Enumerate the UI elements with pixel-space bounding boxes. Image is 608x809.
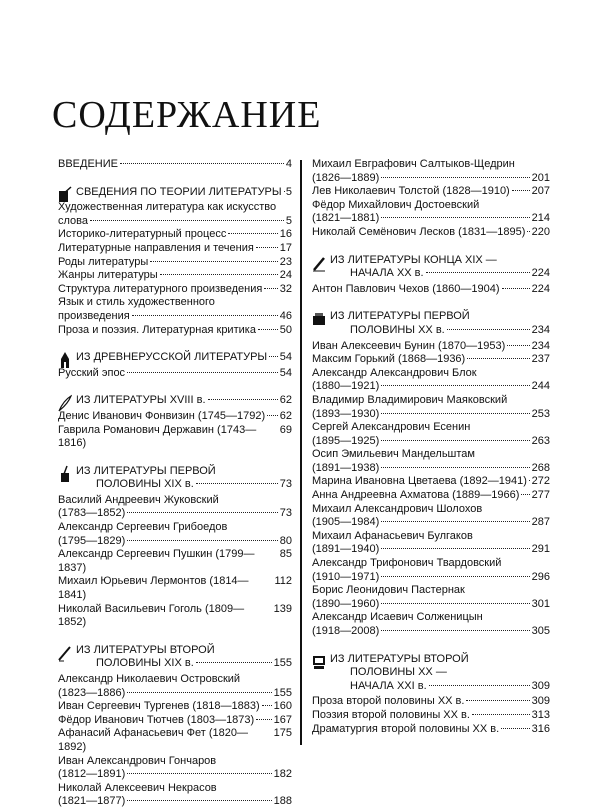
entry-title: Максим Горький (1868—1936) [312, 353, 465, 367]
page-number: 167 [274, 714, 292, 728]
toc-entry [58, 603, 292, 630]
toc-entry [312, 695, 550, 709]
entry-title: (1823—1886) [58, 687, 125, 701]
page-number: 175 [274, 727, 292, 741]
toc-entry [58, 755, 292, 782]
entry-title-line: Александр Николаевич Островский [58, 673, 292, 687]
entry-title-line: Фёдор Михайлович Достоевский [312, 199, 550, 213]
entry-title: СВЕДЕНИЯ ПО ТЕОРИИ ЛИТЕРАТУРЫ [76, 186, 282, 200]
page-number: 237 [532, 353, 550, 367]
section-heading [58, 465, 292, 492]
page-number: 234 [532, 324, 550, 338]
dot-leader [467, 358, 529, 359]
toc-entry [312, 283, 550, 297]
entry-title: Проза и поэзия. Литературная критика [58, 324, 256, 338]
dot-leader [512, 190, 530, 191]
entry-title-line: Михаил Александрович Шолохов [312, 503, 550, 517]
toc-entry [312, 709, 550, 723]
section-heading [58, 351, 292, 365]
page-number: 160 [274, 700, 292, 714]
toc-entry [312, 394, 550, 421]
entry-title: (1880—1921) [312, 380, 379, 394]
toc-entry [312, 503, 550, 530]
page-number: 214 [532, 212, 550, 226]
entry-title-line: Александр Исаевич Солженицын [312, 611, 550, 625]
toc-left-column [58, 158, 292, 809]
toc-entry [58, 158, 292, 172]
toc-entry [312, 557, 550, 584]
dot-leader [196, 662, 272, 663]
toc-entry [58, 727, 292, 754]
toc-entry [58, 269, 292, 283]
entry-title-line: ИЗ ЛИТЕРАТУРЫ ПЕРВОЙ [76, 465, 292, 479]
entry-title: (1918—2008) [312, 625, 379, 639]
toc-entry [58, 782, 292, 809]
toc-entry [312, 584, 550, 611]
toc-entry [312, 421, 550, 448]
page-number: 54 [280, 351, 292, 365]
entry-title: Иван Сергеевич Тургенев (1818—1883) [58, 700, 260, 714]
page-number: 277 [532, 489, 550, 503]
dot-leader [127, 512, 277, 513]
dot-leader [256, 719, 271, 720]
entry-title: Роды литературы [58, 256, 148, 270]
page-number: 301 [532, 598, 550, 612]
toc-entry [312, 489, 550, 503]
page-number: 50 [280, 324, 292, 338]
page-number: 16 [280, 228, 292, 242]
entry-title: Антон Павлович Чехов (1860—1904) [312, 283, 500, 297]
dot-leader [127, 773, 271, 774]
section-heading [58, 394, 292, 408]
page-number: 155 [274, 657, 292, 671]
entry-title: Фёдор Иванович Тютчев (1803—1873) [58, 714, 254, 728]
dot-leader [381, 217, 529, 218]
entry-title-line: Осип Эмильевич Мандельштам [312, 448, 550, 462]
dot-leader [150, 261, 277, 262]
entry-title-line: Михаил Афанасьевич Булгаков [312, 530, 550, 544]
spacer [312, 639, 550, 647]
dot-leader [196, 483, 278, 484]
toc-entry [312, 158, 550, 185]
entry-title-line: ИЗ ЛИТЕРАТУРЫ ПЕРВОЙ [330, 310, 550, 324]
dot-leader [127, 372, 278, 373]
page-number: 263 [532, 435, 550, 449]
page-number: 207 [532, 185, 550, 199]
entry-title-line: Василий Андреевич Жуковский [58, 494, 292, 508]
entry-title-line: Александр Александрович Блок [312, 367, 550, 381]
page-number: 4 [286, 158, 292, 172]
toc-entry [312, 226, 550, 240]
page-number: 73 [280, 478, 292, 492]
entry-title: Лев Николаевич Толстой (1828—1910) [312, 185, 510, 199]
entry-title: (1783—1852) [58, 507, 125, 521]
spacer [58, 380, 292, 388]
inkwell-icon [58, 465, 72, 483]
entry-title-line: Борис Леонидович Пастернак [312, 584, 550, 598]
fountain-pen-icon [312, 254, 326, 272]
dot-leader [502, 288, 530, 289]
page-number: 112 [274, 575, 292, 589]
entry-title: Николай Семёнович Лесков (1831—1895) [312, 226, 525, 240]
toc-entry [58, 548, 292, 575]
toc-entry [312, 448, 550, 475]
entry-title: Николай Васильевич Гоголь (1809—1852) [58, 603, 270, 630]
entry-title: (1826—1889) [312, 172, 379, 186]
page-number: 54 [280, 367, 292, 381]
entry-title: Александр Сергеевич Пушкин (1799—1837) [58, 548, 276, 575]
page-number: 201 [532, 172, 550, 186]
section-heading [312, 310, 550, 337]
dot-leader [501, 728, 529, 729]
dot-leader [132, 315, 278, 316]
page-number: 155 [274, 687, 292, 701]
toc-entry [58, 714, 292, 728]
toc-entry [58, 494, 292, 521]
entry-title: (1891—1940) [312, 543, 379, 557]
entry-title-line: Александр Сергеевич Грибоедов [58, 521, 292, 535]
entry-title: Проза второй половины XX в. [312, 695, 464, 709]
entry-title: Марина Ивановна Цветаева (1892—1941) [312, 475, 527, 489]
toc-entry [58, 242, 292, 256]
section-heading [312, 653, 550, 694]
page-number: 291 [532, 543, 550, 557]
dot-leader [426, 272, 530, 273]
page-number: 23 [280, 256, 292, 270]
entry-title: (1905—1984) [312, 516, 379, 530]
entry-title: ИЗ ДРЕВНЕРУССКОЙ ЛИТЕРАТУРЫ [76, 351, 267, 365]
dot-leader [381, 521, 529, 522]
dot-leader [258, 329, 278, 330]
dot-leader [381, 413, 529, 414]
dot-leader [127, 692, 271, 693]
section-heading [58, 186, 292, 200]
dot-leader [466, 700, 529, 701]
toc-entry [312, 611, 550, 638]
page-number: 253 [532, 408, 550, 422]
entry-title-line: Сергей Александрович Есенин [312, 421, 550, 435]
page-number: 220 [532, 226, 550, 240]
entry-title: (1910—1971) [312, 571, 379, 585]
toc-entry [58, 256, 292, 270]
dot-leader [381, 467, 529, 468]
spacer [58, 172, 292, 180]
dot-leader [381, 548, 529, 549]
dot-leader [208, 399, 278, 400]
entry-title: (1895—1925) [312, 435, 379, 449]
dot-leader [429, 685, 530, 686]
page-number: 287 [532, 516, 550, 530]
page-number: 85 [280, 548, 292, 562]
dot-leader [90, 220, 284, 221]
toc-entry [58, 296, 292, 323]
page-number: 224 [532, 283, 550, 297]
entry-title: Структура литературного произведения [58, 283, 262, 297]
page-number: 62 [280, 410, 292, 424]
entry-title: (1890—1960) [312, 598, 379, 612]
dot-leader [267, 415, 278, 416]
entry-title: Жанры литературы [58, 269, 158, 283]
dot-leader [381, 630, 529, 631]
toc-entry [58, 410, 292, 424]
entry-title: ПОЛОВИНЫ XIX в. [96, 478, 194, 492]
toc-entry [58, 700, 292, 714]
dot-leader [381, 440, 529, 441]
toc-entry [312, 530, 550, 557]
dot-leader [256, 247, 278, 248]
page-number: 316 [532, 723, 550, 737]
entry-title: (1891—1938) [312, 462, 379, 476]
entry-title: Литературные направления и течения [58, 242, 254, 256]
entry-title: ПОЛОВИНЫ XX в. [350, 324, 445, 338]
dot-leader [262, 705, 272, 706]
toc-entry [58, 424, 292, 451]
entry-title: НАЧАЛА XX в. [350, 267, 424, 281]
page-number: 313 [532, 709, 550, 723]
entry-title: (1812—1891) [58, 768, 125, 782]
entry-title: НАЧАЛА XXI в. [350, 680, 427, 694]
toc-entry [312, 367, 550, 394]
page-number: 244 [532, 380, 550, 394]
page-title: СОДЕРЖАНИЕ [52, 96, 321, 134]
entry-title: Денис Иванович Фонвизин (1745—1792) [58, 410, 265, 424]
entry-title: ВВЕДЕНИЕ [58, 158, 118, 172]
entry-title: (1893—1930) [312, 408, 379, 422]
entry-title: Русский эпос [58, 367, 125, 381]
entry-title: Афанасий Афанасьевич Фет (1820—1892) [58, 727, 270, 754]
dot-leader [120, 163, 284, 164]
entry-title: (1821—1881) [312, 212, 379, 226]
page-number: 80 [280, 535, 292, 549]
entry-title-line: Иван Александрович Гончаров [58, 755, 292, 769]
entry-title: Драматургия второй половины XX в. [312, 723, 499, 737]
toc-entry [58, 575, 292, 602]
page-number: 309 [532, 680, 550, 694]
entry-title-line: Александр Трифонович Твардовский [312, 557, 550, 571]
dot-leader [160, 274, 278, 275]
dot-leader [381, 576, 529, 577]
spacer [58, 630, 292, 638]
entry-title-line: ПОЛОВИНЫ XX — [330, 666, 550, 680]
page-number: 305 [532, 625, 550, 639]
toc-entry [312, 475, 550, 489]
page-number: 224 [532, 267, 550, 281]
page-number: 5 [286, 215, 292, 229]
toc-entry [58, 201, 292, 228]
dot-leader [127, 540, 277, 541]
computer-icon [312, 653, 326, 671]
dot-leader [507, 345, 529, 346]
spacer [312, 296, 550, 304]
page-number: 139 [274, 603, 292, 617]
entry-title: Поэзия второй половины XX в. [312, 709, 470, 723]
spacer [58, 337, 292, 345]
page-number: 69 [280, 424, 292, 438]
entry-title-line: Язык и стиль художественного [58, 296, 292, 310]
page-number: 182 [274, 768, 292, 782]
toc-entry [312, 185, 550, 199]
dot-leader [269, 356, 278, 357]
entry-title: Историко-литературный процесс [58, 228, 226, 242]
toc-entry [58, 324, 292, 338]
entry-title: Гаврила Романович Державин (1743—1816) [58, 424, 276, 451]
entry-title-line: ИЗ ЛИТЕРАТУРЫ ВТОРОЙ [76, 644, 292, 658]
entry-title: (1821—1877) [58, 795, 125, 809]
page-number: 73 [280, 507, 292, 521]
entry-title: Михаил Юрьевич Лермонтов (1814—1841) [58, 575, 270, 602]
dot-leader [381, 177, 529, 178]
page-number: 46 [280, 310, 292, 324]
typewriter-icon [312, 310, 326, 328]
toc-entry [58, 673, 292, 700]
entry-title-line: Николай Алексеевич Некрасов [58, 782, 292, 796]
page-number: 32 [280, 283, 292, 297]
entry-title-line: Владимир Владимирович Маяковский [312, 394, 550, 408]
page-number: 272 [532, 475, 550, 489]
pen-icon [58, 644, 72, 662]
toc-entry [312, 353, 550, 367]
dot-leader [529, 480, 530, 481]
page-number: 24 [280, 269, 292, 283]
entry-title-line: ИЗ ЛИТЕРАТУРЫ ВТОРОЙ [330, 653, 550, 667]
dot-leader [381, 603, 529, 604]
entry-title: (1795—1829) [58, 535, 125, 549]
page-number: 62 [280, 394, 292, 408]
toc-entry [58, 367, 292, 381]
spacer [58, 451, 292, 459]
toc-entry [58, 228, 292, 242]
dot-leader [264, 288, 277, 289]
spacer [312, 240, 550, 248]
entry-title: слова [58, 215, 88, 229]
entry-title-line: ИЗ ЛИТЕРАТУРЫ КОНЦА XIX — [330, 254, 550, 268]
page-number: 268 [532, 462, 550, 476]
page-number: 234 [532, 340, 550, 354]
page-number: 17 [280, 242, 292, 256]
toc-right-column [312, 158, 550, 736]
dot-leader [228, 233, 277, 234]
dot-leader [472, 714, 530, 715]
page-number: 5 [286, 186, 292, 200]
entry-title: Иван Алексеевич Бунин (1870—1953) [312, 340, 505, 354]
dot-leader [381, 385, 529, 386]
toc-entry [312, 723, 550, 737]
section-heading [58, 644, 292, 671]
entry-title-line: Художественная литература как искусство [58, 201, 292, 215]
page-number: 296 [532, 571, 550, 585]
dot-leader [527, 231, 529, 232]
entry-title: ИЗ ЛИТЕРАТУРЫ XVIII в. [76, 394, 206, 408]
toc-entry [312, 340, 550, 354]
entry-title: ПОЛОВИНЫ XIX в. [96, 657, 194, 671]
toc-entry [58, 521, 292, 548]
entry-title: Анна Андреевна Ахматова (1889—1966) [312, 489, 519, 503]
page-number: 309 [532, 695, 550, 709]
dot-leader [521, 494, 529, 495]
page-number: 188 [274, 795, 292, 809]
entry-title: произведения [58, 310, 130, 324]
dot-leader [447, 329, 530, 330]
column-divider [300, 160, 302, 745]
section-heading [312, 254, 550, 281]
toc-entry [58, 283, 292, 297]
entry-title-line: Михаил Евграфович Салтыков-Щедрин [312, 158, 550, 172]
toc-entry [312, 199, 550, 226]
